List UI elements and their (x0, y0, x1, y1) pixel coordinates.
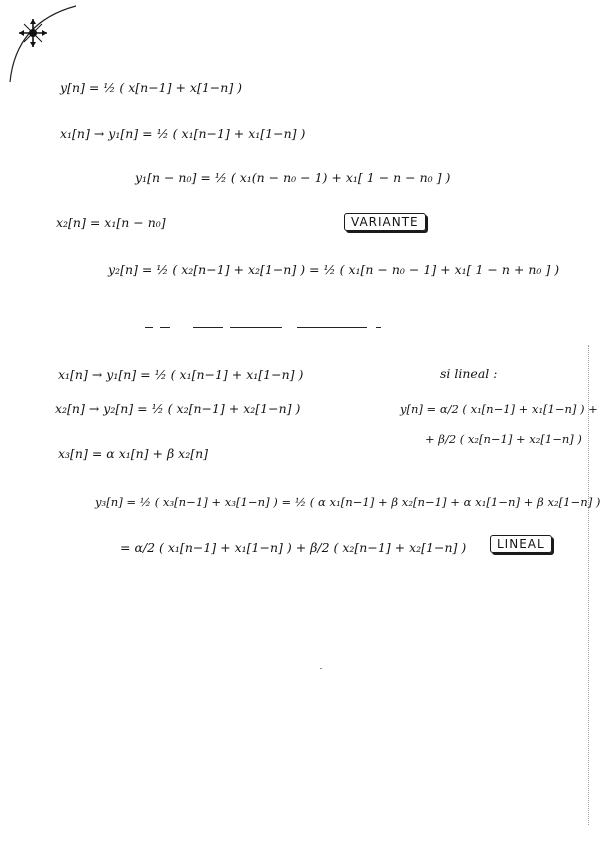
variante-result-box: VARIANTE (344, 213, 426, 231)
y1-shifted: y₁[n − n₀] = ½ ( x₁(n − n₀ − 1) + x₁[ 1 − n − n₀ ] ) (135, 170, 451, 185)
compass-star-icon (18, 18, 48, 48)
linear-combination-line-2: + β/2 ( x₂[n−1] + x₂[1−n] ) (425, 432, 582, 446)
separator-dash-3 (193, 327, 223, 328)
separator-dash-2 (160, 327, 170, 328)
system-definition: y[n] = ½ ( x[n−1] + x[1−n] ) (60, 80, 243, 95)
x3-definition: x₃[n] = α x₁[n] + β x₂[n] (58, 446, 209, 461)
y2-equation: y₂[n] = ½ ( x₂[n−1] + x₂[1−n] ) = ½ ( x₁[n − n₀ − 1] + x₁[ 1 − n + n₀ ] ) (108, 262, 560, 277)
scan-edge-mark (588, 345, 589, 825)
x1-mapping: x₁[n] → y₁[n] = ½ ( x₁[n−1] + x₁[1−n] ) (58, 367, 304, 382)
x1-response: x₁[n] → y₁[n] = ½ ( x₁[n−1] + x₁[1−n] ) (60, 126, 306, 141)
linear-combination-line-1: y[n] = α/2 ( x₁[n−1] + x₁[1−n] ) + (400, 402, 598, 416)
x2-definition: x₂[n] = x₁[n − n₀] (56, 215, 166, 230)
si-lineal-label: si lineal : (440, 366, 498, 381)
separator-dash-1 (145, 327, 153, 328)
separator-dash-6 (376, 327, 381, 328)
x2-mapping: x₂[n] → y₂[n] = ½ ( x₂[n−1] + x₂[1−n] ) (55, 401, 301, 416)
y3-equation: y₃[n] = ½ ( x₃[n−1] + x₃[1−n] ) = ½ ( α x₁[n−1] + β x₂[n−1] + α x₁[1−n] + β x₂[1−n] ) (95, 495, 600, 509)
scan-speck (320, 668, 322, 669)
separator-dash-4 (230, 327, 282, 328)
lineal-result-box: LINEAL (490, 535, 552, 553)
separator-dash-5 (297, 327, 367, 328)
y3-result: = α/2 ( x₁[n−1] + x₁[1−n] ) + β/2 ( x₂[n−1] + x₂[1−n] ) (120, 540, 467, 555)
